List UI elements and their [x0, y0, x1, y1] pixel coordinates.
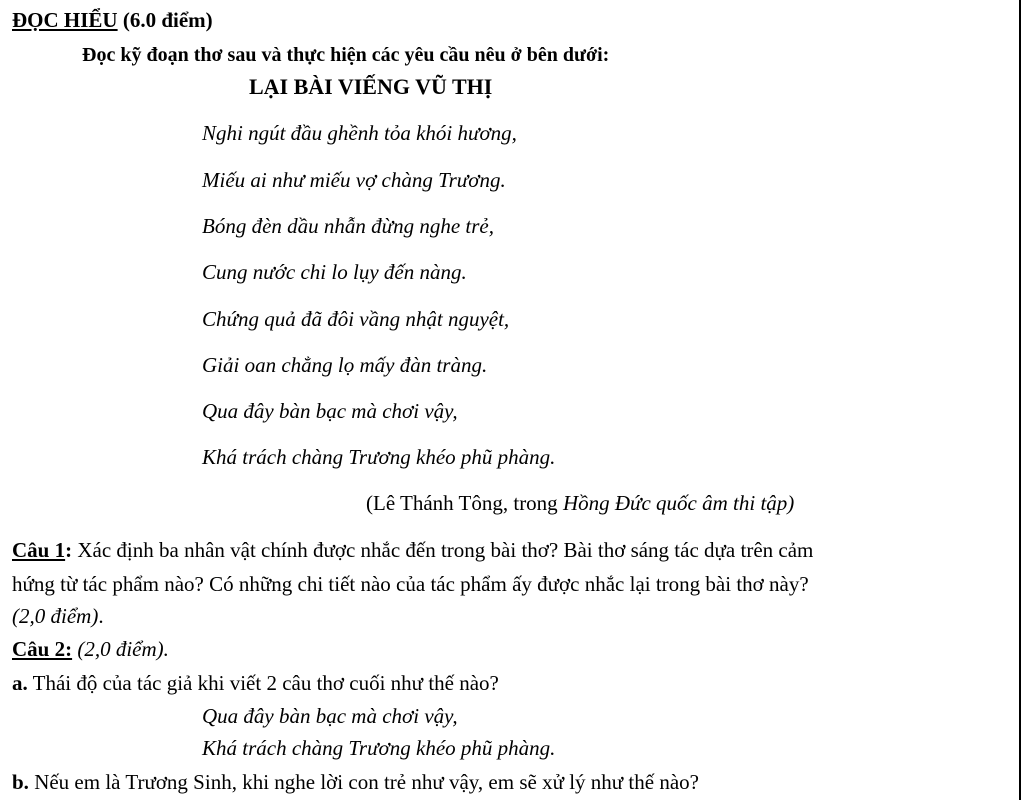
question-2a-quote-line-1: Qua đây bàn bạc mà chơi vậy, — [202, 704, 458, 728]
question-1-label: Câu 1 — [12, 538, 66, 562]
poem-line-6: Giải oan chẳng lọ mấy đàn tràng. — [202, 353, 488, 377]
poem-title: LẠI BÀI VIẾNG VŨ THỊ — [249, 74, 493, 99]
question-2-label: Câu 2: — [12, 637, 73, 661]
question-1-text-1: Xác định ba nhân vật chính được nhắc đến trong bài thơ? Bài thơ sáng tác dựa trên cảm — [72, 538, 814, 562]
source-prefix: (Lê Thánh Tông, trong — [366, 491, 563, 515]
poem-line-3: Bóng đèn dầu nhẫn đừng nghe trẻ, — [202, 214, 495, 238]
poem-line-8: Khá trách chàng Trương khéo phũ phàng. — [202, 445, 556, 469]
section-label: ĐỌC HIỂU — [12, 8, 118, 32]
instruction-text: Đọc kỹ đoạn thơ sau và thực hiện các yêu cầu nêu ở bên dưới: — [82, 44, 610, 66]
question-1-points: (2,0 điểm) — [12, 604, 99, 628]
question-2a-quote-line-2: Khá trách chàng Trương khéo phũ phàng. — [202, 736, 556, 760]
question-2b-label: b. — [12, 770, 29, 794]
question-2-points-end: . — [163, 637, 169, 661]
question-1-colon: : — [65, 538, 73, 562]
question-2-points: (2,0 điểm) — [72, 637, 164, 661]
poem-line-5: Chứng quả đã đôi vầng nhật nguyệt, — [202, 307, 510, 331]
section-points: (6.0 điểm) — [117, 8, 213, 32]
source-suffix: ) — [787, 491, 795, 515]
question-1-line-1 — [12, 537, 813, 563]
question-1-line-3 — [12, 603, 104, 629]
question-2b-text: Nếu em là Trương Sinh, khi nghe lời con trẻ như vậy, em sẽ xử lý như thế nào? — [28, 770, 699, 794]
poem-line-2: Miếu ai như miếu vợ chàng Trương. — [202, 168, 506, 192]
question-2a-label: a. — [12, 671, 28, 695]
poem-line-7: Qua đây bàn bạc mà chơi vậy, — [202, 399, 458, 423]
section-heading — [12, 7, 213, 33]
question-1-line-2: hứng từ tác phẩm nào? Có những chi tiết nào của tác phẩm ấy được nhắc lại trong bài thơ này? — [12, 572, 809, 596]
poem-line-4: Cung nước chi lo lụy đến nàng. — [202, 260, 467, 284]
page-right-border — [1019, 0, 1021, 800]
question-2-heading — [12, 636, 169, 662]
question-2b — [12, 769, 699, 795]
poem-source — [366, 490, 794, 516]
source-work-title: Hồng Đức quốc âm thi tập — [562, 491, 788, 515]
poem-line-1: Nghi ngút đầu ghềnh tỏa khói hương, — [202, 121, 517, 145]
question-2a-text: Thái độ của tác giả khi viết 2 câu thơ cuối như thế nào? — [27, 671, 499, 695]
question-2a — [12, 670, 499, 696]
question-1-points-end: . — [98, 604, 104, 628]
